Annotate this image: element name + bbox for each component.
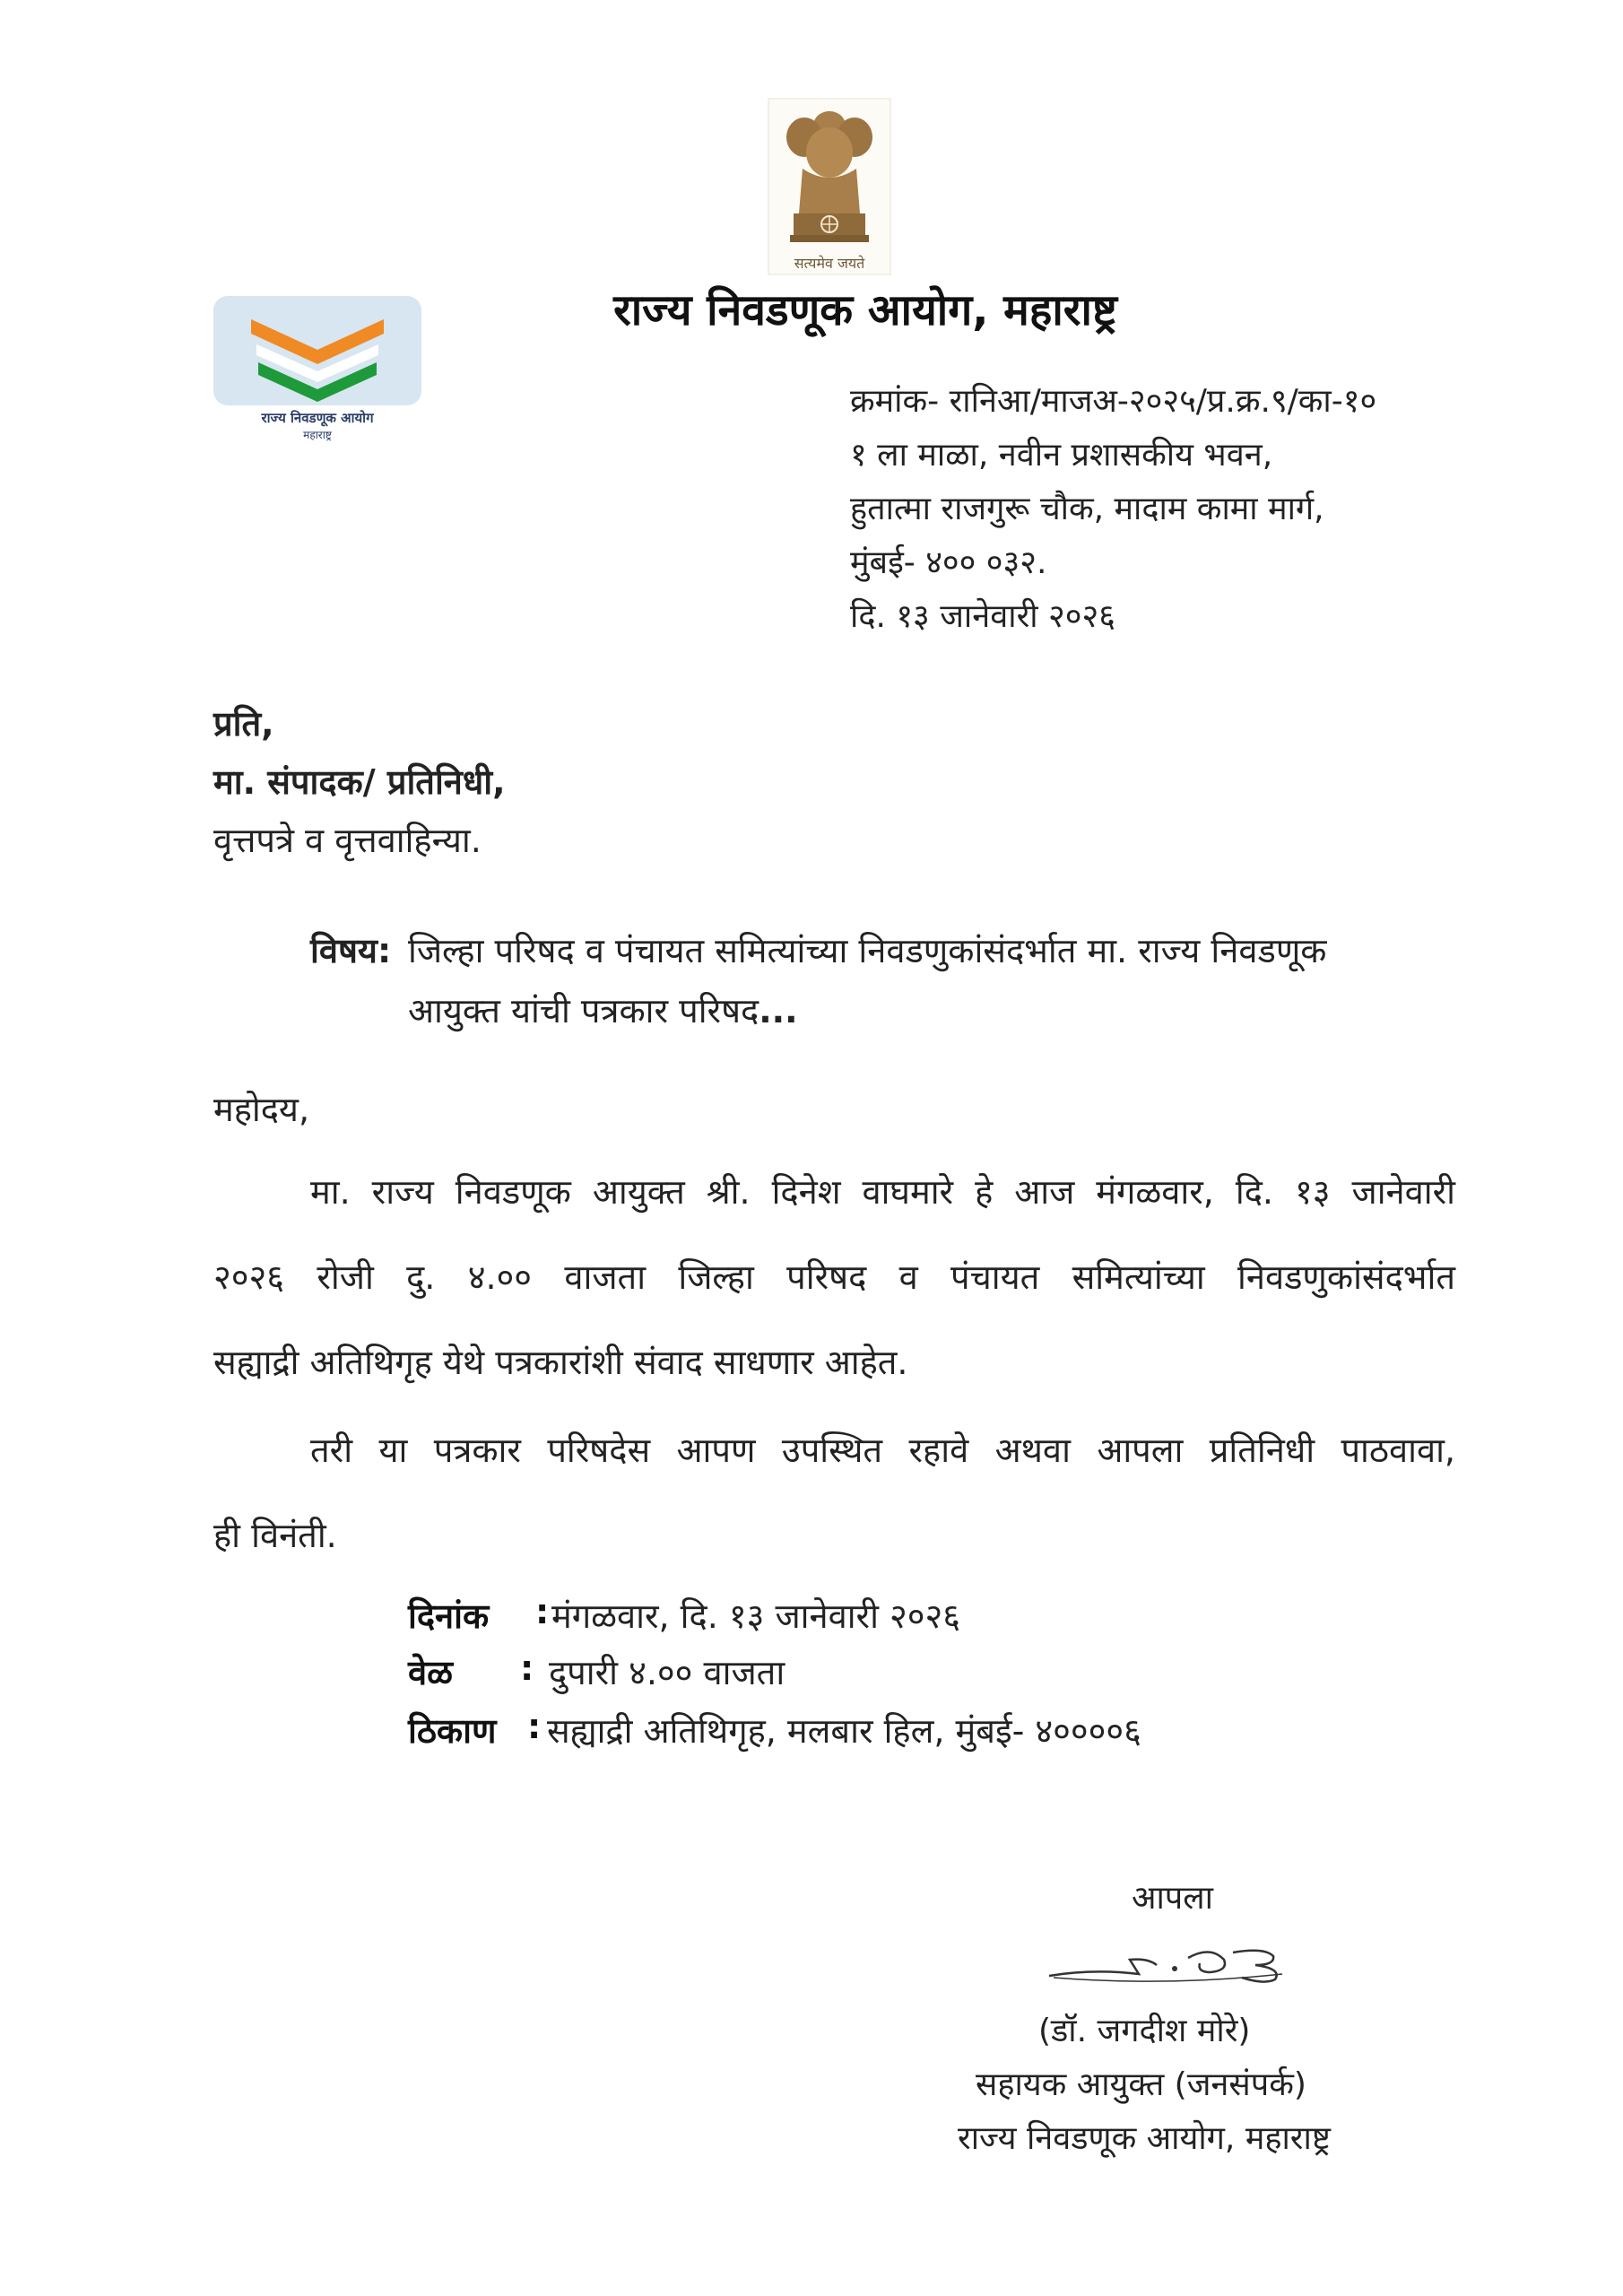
detail-time-value: दुपारी ४.०० वाजता	[549, 1653, 785, 1692]
body-p1-line1: मा. राज्य निवडणूक आयुक्त श्री. दिनेश वाघमारे हे आज मंगळवार, दि. १३ जानेवारी	[310, 1172, 1455, 1212]
logo-text: राज्य निवडणूक आयोग	[261, 410, 374, 426]
body-p2-line2: ही विनंती.	[213, 1516, 337, 1555]
state-emblem-icon	[767, 97, 892, 276]
address-line-3: मुंबई- ४०० ०३२.	[850, 544, 1047, 581]
detail-date-label: दिनांक	[408, 1596, 490, 1636]
reference-number: क्रमांक- रानिआ/माजअ-२०२५/प्र.क्र.९/का-१०	[850, 383, 1377, 420]
recipient-editor: मा. संपादक/ प्रतिनिधी,	[213, 762, 506, 802]
subject-ellipsis: ...	[759, 991, 798, 1031]
recipient-media: वृत्तपत्रे व वृत्तवाहिन्या.	[213, 821, 482, 860]
address-line-2: हुतात्मा राजगुरू चौक, मादाम कामा मार्ग,	[850, 491, 1324, 527]
detail-time-colon: :	[520, 1648, 534, 1688]
body-p1-line2: २०२६ रोजी दु. ४.०० वाजता जिल्हा परिषद व पंचायत समित्यांच्या निवडणुकांसंदर्भात	[213, 1257, 1455, 1297]
emblem-motto: सत्यमेव जयते	[794, 255, 865, 272]
signer-organization: राज्य निवडणूक आयोग, महाराष्ट्र	[958, 2120, 1331, 2157]
subject-label: विषय:	[310, 931, 392, 970]
sec-logo	[213, 296, 421, 405]
detail-venue-value: सह्याद्री अतिथिगृह, मलबार हिल, मुंबई- ४००००६	[547, 1711, 1141, 1751]
detail-date-value: मंगळवार, दि. १३ जानेवारी २०२६	[551, 1596, 961, 1636]
subject-line-1: जिल्हा परिषद व पंचायत समित्यांच्या निवडणुकांसंदर्भात मा. राज्य निवडणूक	[408, 931, 1327, 970]
subject-line-2-text: आयुक्त यांची पत्रकार परिषद	[408, 991, 759, 1031]
detail-date-colon: :	[535, 1592, 550, 1631]
logo-subtext: महाराष्ट्र	[303, 429, 332, 441]
body-p2-line1: तरी या पत्रकार परिषदेस आपण उपस्थित रहावे अथवा आपला प्रतिनिधी पाठवावा,	[310, 1431, 1455, 1470]
detail-venue-colon: :	[527, 1707, 542, 1746]
body-p1-line3: सह्याद्री अतिथिगृह येथे पत्रकारांशी संवाद साधणार आहेत.	[213, 1343, 908, 1382]
address-line-1: १ ला माळा, नवीन प्रशासकीय भवन,	[850, 437, 1273, 474]
detail-time-label: वेळ	[408, 1653, 454, 1692]
page-title: राज्य निवडणूक आयोग, महाराष्ट्र	[613, 285, 1117, 335]
letter-date: दि. १३ जानेवारी २०२६	[850, 598, 1115, 635]
chevron-logo-icon	[213, 296, 421, 405]
recipient-to: प्रति,	[213, 704, 274, 744]
salutation: महोदय,	[213, 1090, 310, 1129]
detail-venue-label: ठिकाण	[408, 1711, 497, 1751]
closing-yours: आपला	[1132, 1880, 1213, 1917]
subject-line-2	[408, 987, 1466, 1033]
signer-name: (डॉ. जगदीश मोरे)	[1038, 2013, 1251, 2049]
signer-designation: सहायक आयुक्त (जनसंपर्क)	[976, 2066, 1306, 2103]
signature-icon	[1040, 1933, 1300, 1996]
